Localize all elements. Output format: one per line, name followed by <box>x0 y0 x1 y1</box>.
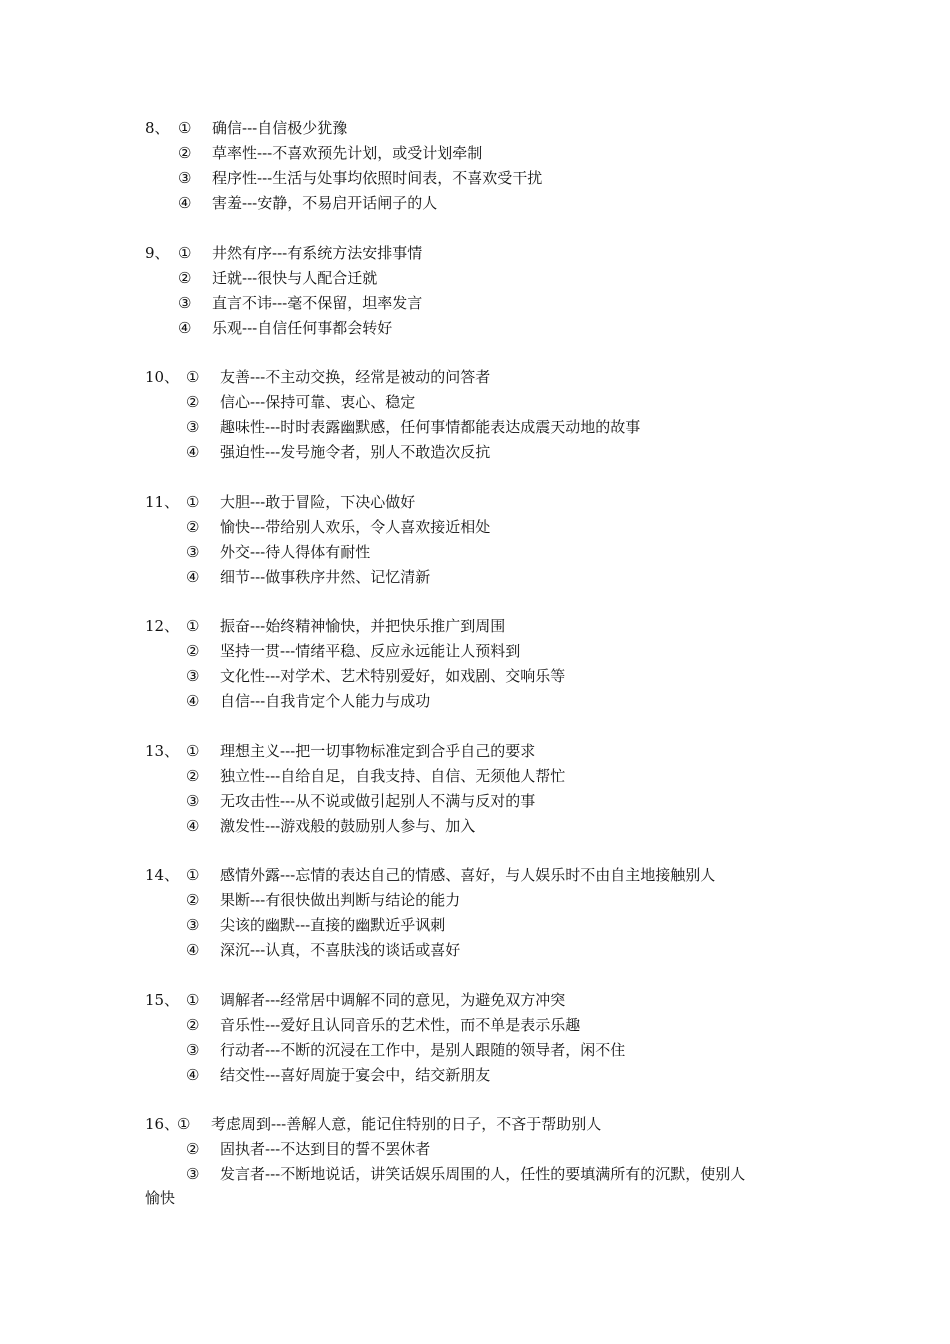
option-text: 调解者---经常居中调解不同的意见，为避免双方冲突 <box>220 991 566 1009</box>
option-mark: ① <box>178 119 192 137</box>
option-mark: ② <box>186 393 200 411</box>
option-mark: ④ <box>178 319 192 337</box>
option-text: 强迫性---发号施令者，别人不敢造次反抗 <box>220 443 491 461</box>
option-text: 外交---待人得体有耐性 <box>220 543 371 561</box>
option-text: 无攻击性---从不说或做引起别人不满与反对的事 <box>220 792 536 810</box>
option-text-continuation: 愉快 <box>145 1189 176 1207</box>
option-mark: ① <box>186 991 200 1009</box>
option-text: 振奋---始终精神愉快，并把快乐推广到周围 <box>220 617 506 635</box>
option-mark: ④ <box>178 194 192 212</box>
option-mark: ② <box>186 518 200 536</box>
option-mark: ③ <box>186 916 200 934</box>
option-text: 迁就---很快与人配合迁就 <box>212 269 378 287</box>
option-mark: ② <box>186 767 200 785</box>
option-mark: ③ <box>186 792 200 810</box>
option-text: 确信---自信极少犹豫 <box>212 119 348 137</box>
option-mark: ③ <box>186 418 200 436</box>
option-mark: ④ <box>186 1066 200 1084</box>
option-text: 坚持一贯---情绪平稳、反应永远能让人预料到 <box>220 642 521 660</box>
option-mark: ② <box>178 144 192 162</box>
option-text: 草率性---不喜欢预先计划，或受计划牵制 <box>212 144 483 162</box>
option-mark: ③ <box>186 543 200 561</box>
option-mark: ④ <box>186 817 200 835</box>
option-text: 友善---不主动交换，经常是被动的问答者 <box>220 368 491 386</box>
option-text: 程序性---生活与处事均依照时间表，不喜欢受干扰 <box>212 169 543 187</box>
option-text: 尖该的幽默---直接的幽默近乎讽刺 <box>220 916 446 934</box>
option-mark: ④ <box>186 568 200 586</box>
option-mark: ② <box>186 642 200 660</box>
option-mark: ③ <box>186 1041 200 1059</box>
question-number: 14、 <box>145 866 180 884</box>
option-text: 理想主义---把一切事物标准定到合乎自己的要求 <box>220 742 536 760</box>
option-mark: ① <box>177 1115 191 1133</box>
option-text: 害羞---安静，不易启开话闸子的人 <box>212 194 438 212</box>
question-number: 15、 <box>145 991 180 1009</box>
question-number: 16、 <box>145 1115 180 1133</box>
option-text: 行动者---不断的沉浸在工作中，是别人跟随的领导者，闲不住 <box>220 1041 626 1059</box>
option-mark: ③ <box>186 667 200 685</box>
option-mark: ① <box>178 244 192 262</box>
option-mark: ② <box>186 1016 200 1034</box>
option-text: 独立性---自给自足，自我支持、自信、无须他人帮忙 <box>220 767 566 785</box>
option-text: 文化性---对学术、艺术特别爱好，如戏剧、交响乐等 <box>220 667 566 685</box>
question-number: 12、 <box>145 617 180 635</box>
option-text: 愉快---带给别人欢乐，令人喜欢接近相处 <box>220 518 491 536</box>
option-mark: ① <box>186 742 200 760</box>
option-mark: ③ <box>186 1165 200 1183</box>
option-text: 果断---有很快做出判断与结论的能力 <box>220 891 461 909</box>
option-text: 井然有序---有系统方法安排事情 <box>212 244 423 262</box>
option-text: 趣味性---时时表露幽默感，任何事情都能表达成震天动地的故事 <box>220 418 641 436</box>
option-mark: ④ <box>186 692 200 710</box>
option-mark: ④ <box>186 443 200 461</box>
option-mark: ③ <box>178 294 192 312</box>
option-text: 自信---自我肯定个人能力与成功 <box>220 692 431 710</box>
option-mark: ① <box>186 368 200 386</box>
option-text: 发言者---不断地说话，讲笑话娱乐周围的人，任性的要填满所有的沉默，使别人 <box>220 1165 746 1183</box>
option-mark: ② <box>186 1140 200 1158</box>
option-mark: ① <box>186 617 200 635</box>
option-text: 信心---保持可靠、衷心、稳定 <box>220 393 416 411</box>
question-number: 11、 <box>145 493 180 511</box>
question-number: 9、 <box>145 244 170 262</box>
option-text: 激发性---游戏般的鼓励别人参与、加入 <box>220 817 476 835</box>
option-text: 考虑周到---善解人意，能记住特别的日子，不吝于帮助别人 <box>211 1115 602 1133</box>
option-text: 深沉---认真，不喜肤浅的谈话或喜好 <box>220 941 461 959</box>
question-number: 10、 <box>145 368 180 386</box>
option-text: 大胆---敢于冒险，下决心做好 <box>220 493 416 511</box>
option-mark: ④ <box>186 941 200 959</box>
question-number: 13、 <box>145 742 180 760</box>
option-text: 感情外露---忘情的表达自己的情感、喜好，与人娱乐时不由自主地接触别人 <box>220 866 716 884</box>
option-text: 直言不讳---毫不保留，坦率发言 <box>212 294 423 312</box>
option-text: 固执者---不达到目的誓不罢休者 <box>220 1140 431 1158</box>
option-mark: ① <box>186 493 200 511</box>
option-mark: ② <box>186 891 200 909</box>
option-text: 乐观---自信任何事都会转好 <box>212 319 393 337</box>
option-text: 细节---做事秩序井然、记忆清新 <box>220 568 431 586</box>
option-mark: ③ <box>178 169 192 187</box>
option-mark: ② <box>178 269 192 287</box>
question-number: 8、 <box>145 119 170 137</box>
option-text: 结交性---喜好周旋于宴会中，结交新朋友 <box>220 1066 491 1084</box>
option-text: 音乐性---爱好且认同音乐的艺术性，而不单是表示乐趣 <box>220 1016 581 1034</box>
option-mark: ① <box>186 866 200 884</box>
